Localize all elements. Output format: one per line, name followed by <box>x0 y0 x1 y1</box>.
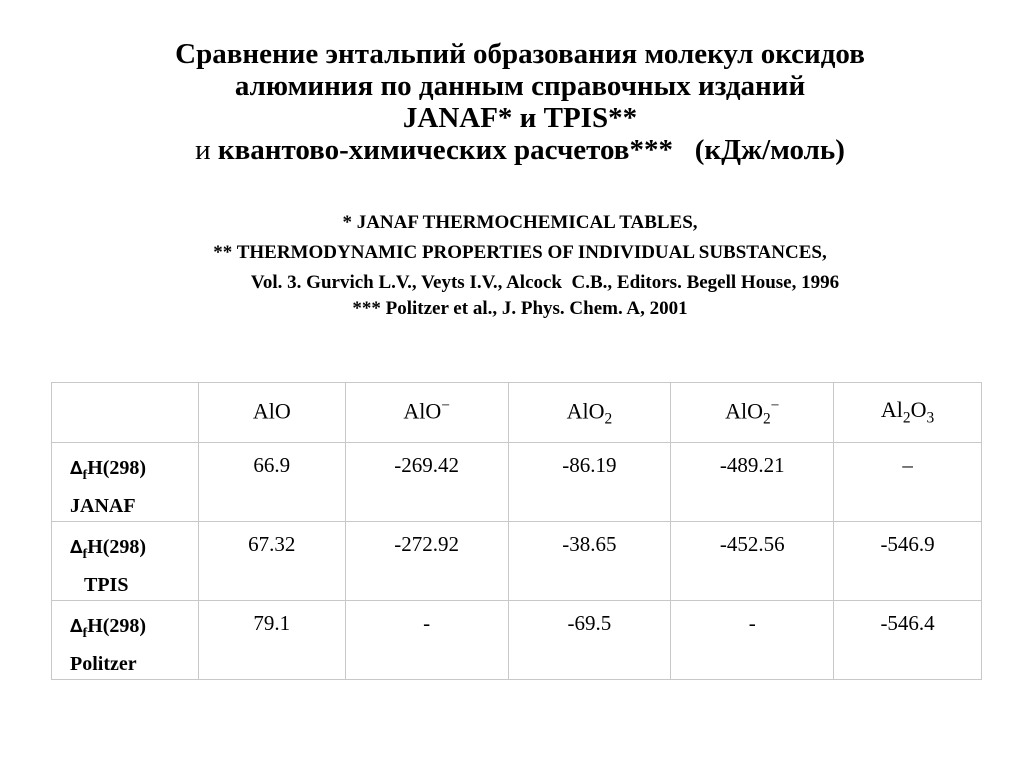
row-label-tpis <box>52 522 199 601</box>
column-header-alo-anion: AlO− <box>345 383 508 443</box>
title-line-4 <box>60 134 980 166</box>
row-source-tpis: TPIS <box>84 574 129 596</box>
table-cell: -546.9 <box>834 522 982 601</box>
table-cell: -86.19 <box>508 443 671 522</box>
title-line-4-prefix: и <box>195 134 211 166</box>
table-cell: - <box>345 601 508 680</box>
reference-janaf: * JANAF THERMOCHEMICAL TABLES, <box>342 212 698 233</box>
table-header-row <box>52 383 982 443</box>
title-line-3: JANAF* и TPIS** <box>402 102 638 134</box>
title-line-4-rest: квантово-химических расчетов*** (кДж/моль) <box>217 134 845 166</box>
row-label-janaf <box>52 443 199 522</box>
reference-tpis-detail: Vol. 3. Gurvich L.V., Veyts I.V., Alcock C.B., Editors. Begell House, 1996 <box>250 272 840 293</box>
table-cell: -546.4 <box>834 601 982 680</box>
reference-tpis: ** THERMODYNAMIC PROPERTIES OF INDIVIDUAL SUBSTANCES, <box>213 242 827 263</box>
row-symbol: $\Delta_fH(298)$ <box>70 615 147 641</box>
row-symbol: $\Delta_fH(298)$ <box>70 536 147 562</box>
row-label-politzer <box>52 601 199 680</box>
column-header-alo: AlO <box>198 383 345 443</box>
row-source-janaf: JANAF <box>70 495 136 517</box>
column-header-alo2-anion: AlO$_2$− <box>671 383 834 443</box>
table-cell: -452.56 <box>671 522 834 601</box>
table-cell: -272.92 <box>345 522 508 601</box>
reference-politzer: *** Politzer et al., J. Phys. Chem. A, 2001 <box>352 298 688 319</box>
table-cell: 67.32 <box>198 522 345 601</box>
column-header-alo2: AlO$_2$ <box>508 383 671 443</box>
table-cell: -69.5 <box>508 601 671 680</box>
row-source-politzer: Politzer <box>70 653 137 675</box>
table-row-janaf <box>52 443 982 522</box>
table-cell: -38.65 <box>508 522 671 601</box>
table-cell: -489.21 <box>671 443 834 522</box>
header-corner-cell <box>52 383 199 443</box>
title-line-1: Сравнение энтальпий образования молекул оксидов <box>175 38 865 70</box>
table-row-politzer <box>52 601 982 680</box>
row-symbol: $\Delta_fH(298)$ <box>70 457 147 483</box>
table-cell: 79.1 <box>198 601 345 680</box>
table-cell: 66.9 <box>198 443 345 522</box>
title-line-2: алюминия по данным справочных изданий <box>234 70 806 102</box>
table-cell: -269.42 <box>345 443 508 522</box>
slide-title <box>60 38 980 166</box>
enthalpy-table <box>51 382 982 680</box>
table-cell: - <box>671 601 834 680</box>
table-row-tpis <box>52 522 982 601</box>
table-cell: – <box>834 443 982 522</box>
column-header-al2o3: $Al_2O_3$ <box>834 383 982 443</box>
